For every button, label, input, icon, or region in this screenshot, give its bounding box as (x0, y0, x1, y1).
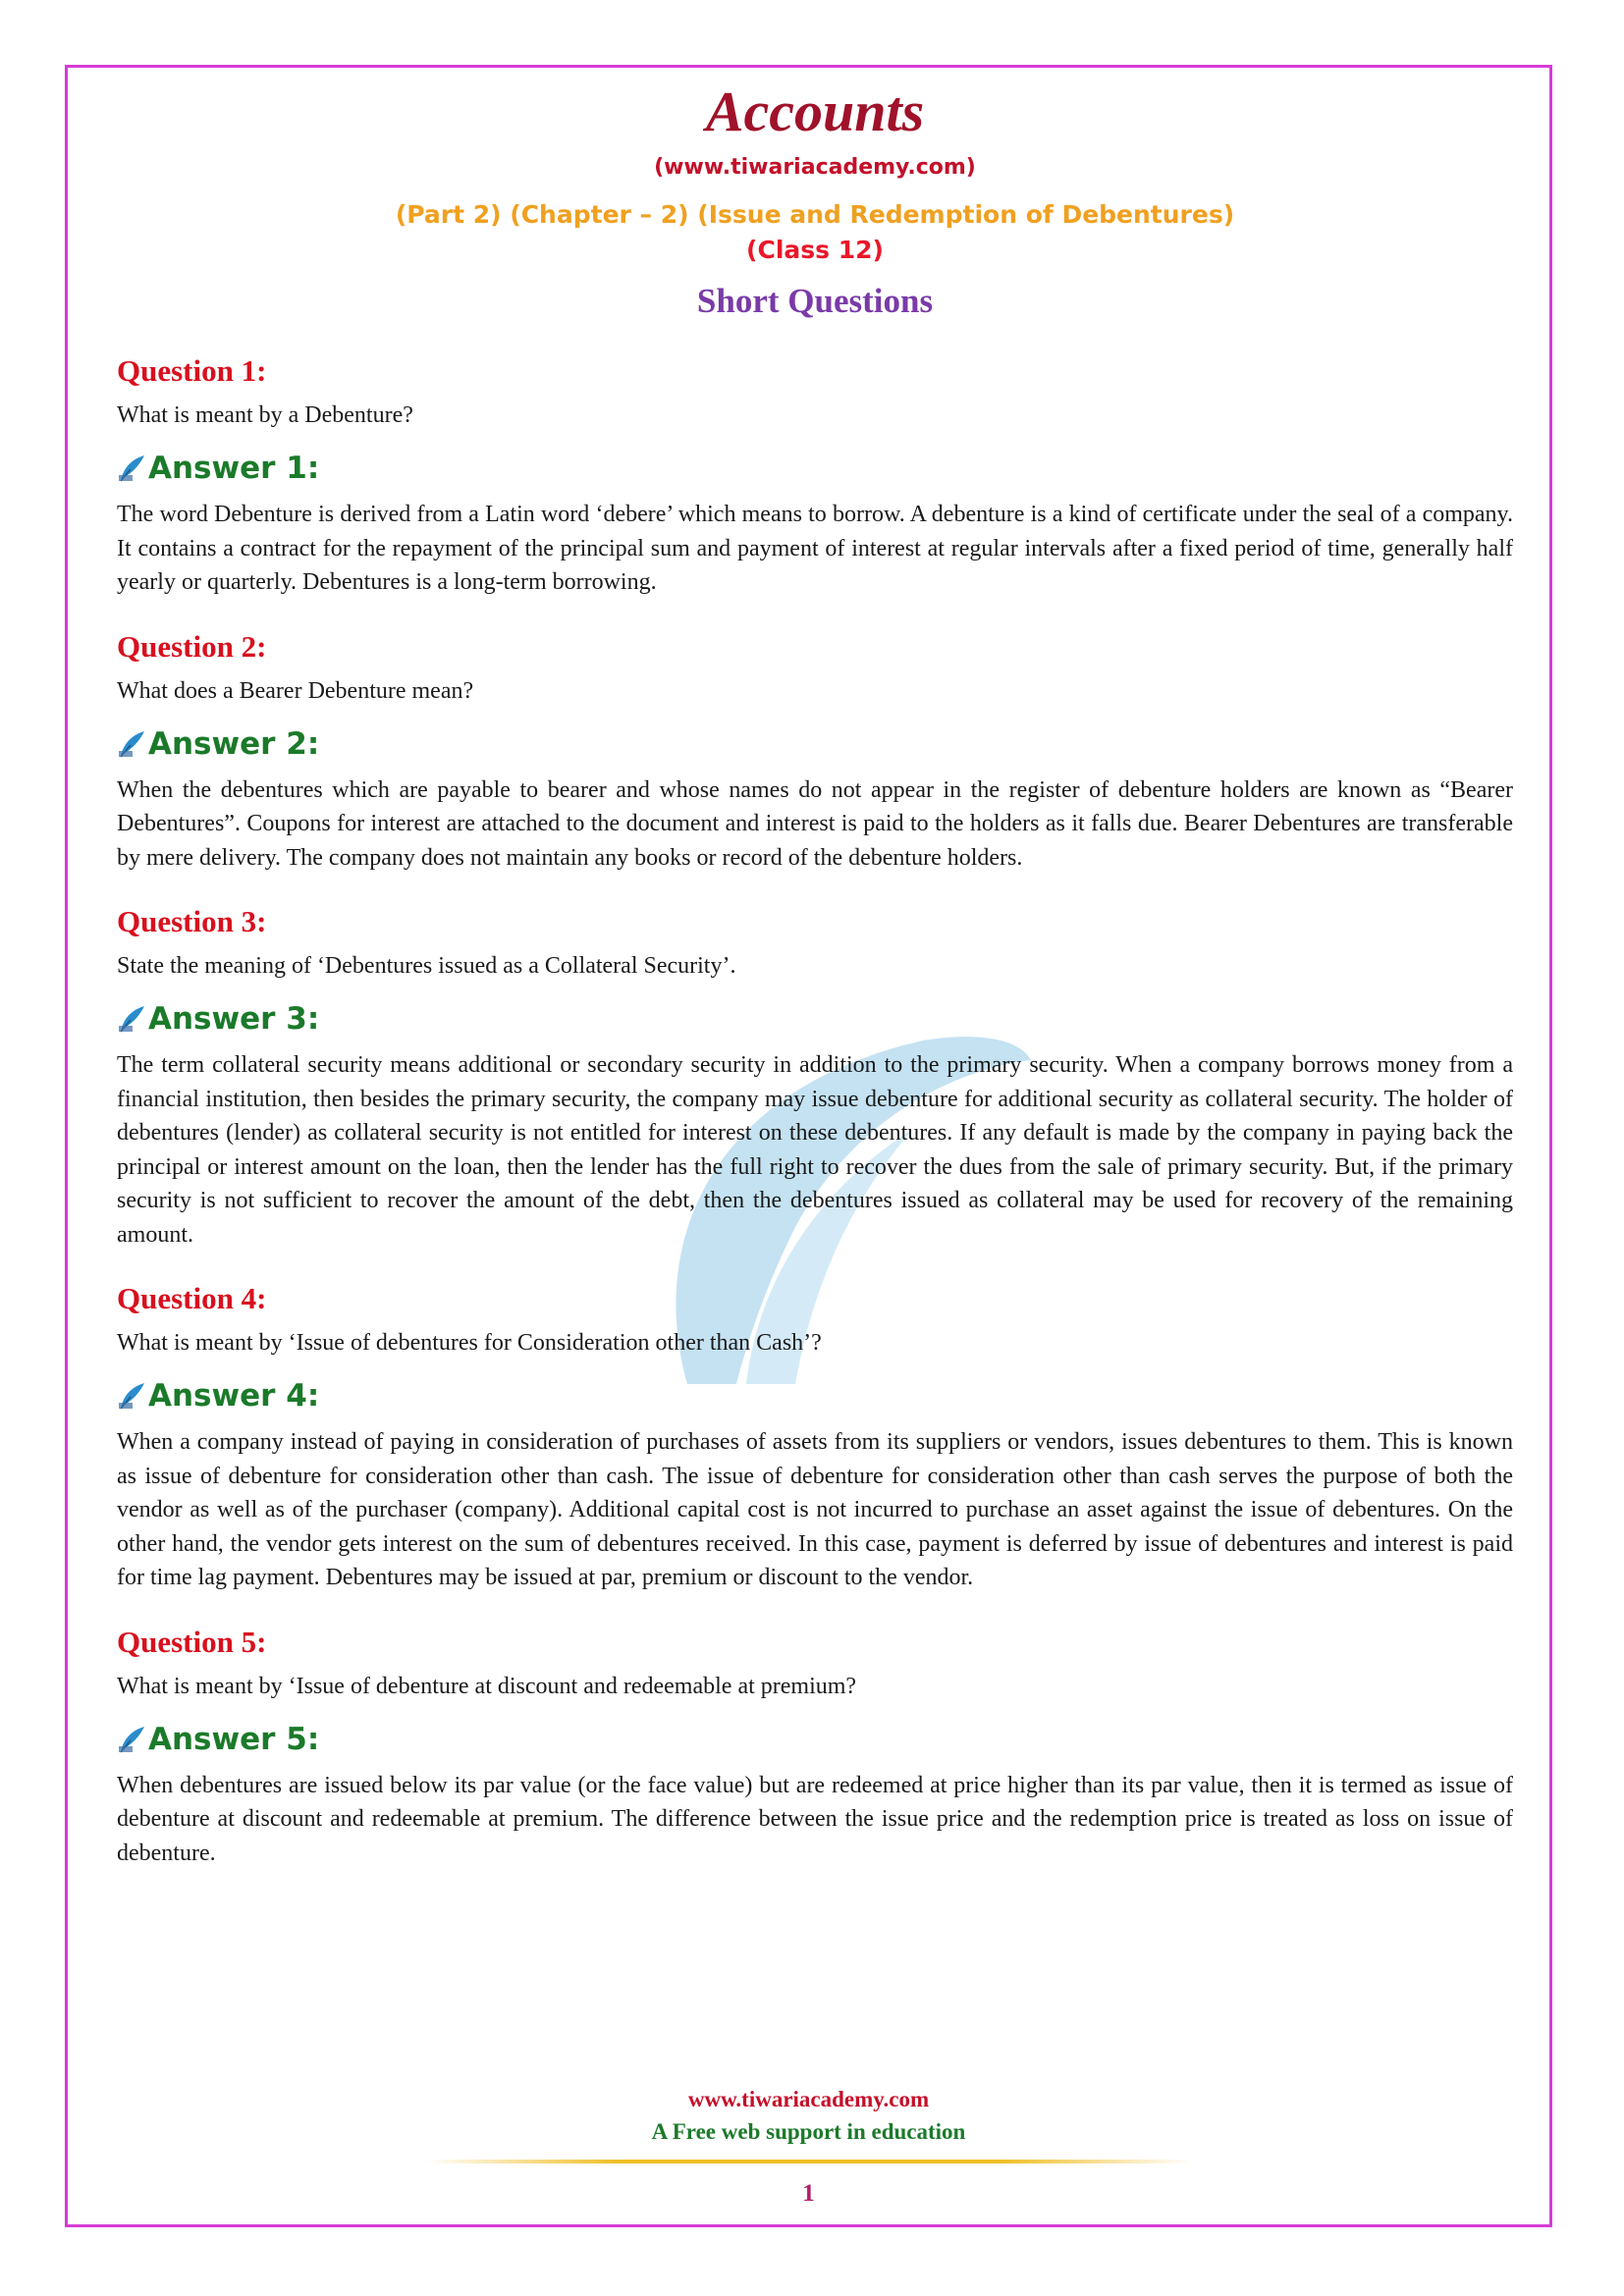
qa-list (117, 351, 1513, 1870)
answer-heading (117, 1374, 1513, 1417)
question-heading: Question 2: (117, 628, 267, 664)
question-heading: Question 3: (117, 904, 267, 938)
header-url: (www.tiwariacademy.com) (654, 155, 976, 180)
answer-label: Answer 4: (148, 1378, 320, 1414)
answer-label: Answer 3: (148, 1001, 320, 1037)
document-header (117, 77, 1513, 324)
section-title: Short Questions (696, 282, 934, 320)
chapter-line: (Part 2) (Chapter – 2) (Issue and Redemption of Debentures) (395, 200, 1235, 229)
page-number: 1 (802, 2180, 815, 2207)
answer-label: Answer 5: (148, 1721, 320, 1757)
question-text: What is meant by a Debenture? (117, 402, 413, 428)
question-text: What is meant by ‘Issue of debentures for Consideration other than Cash’? (117, 1330, 822, 1356)
answer-heading (117, 1718, 1513, 1761)
tiwari-quill-icon (117, 1725, 146, 1754)
qa-item-4 (117, 1279, 1513, 1595)
answer-text: When the debentures which are payable to bearer and whose names do not appear in the register of debenture holders are known as “Bearer Debentures”. Coupons for interest are attached to the document and interest is paid to the holders as it falls due. Bearer Debentures are transferable by mere delivery. The company does not maintain any books or record of the debenture holders. (117, 776, 1513, 871)
answer-heading (117, 447, 1513, 490)
question-heading: Question 5: (117, 1624, 267, 1659)
answer-label: Answer 2: (148, 725, 320, 762)
page-title: Accounts (705, 80, 925, 143)
answer-label: Answer 1: (148, 451, 320, 486)
qa-item-1 (117, 351, 1513, 600)
page-footer (65, 2085, 1552, 2211)
answer-text: The term collateral security means additional or secondary security in addition to the primary security. When a company borrows money from a financial institution, then besides the primary security, the company may issue debenture for additional security as collateral security. The holder of debentures (lender) as collateral security is not entitled for interest on these debentures. If any default is made by the company in paying back the principal or interest amount on the loan, then the lender has the full right to recover the dues from the sale of primary security. But, if the primary security is not sufficient to recover the amount of the debt, then the debentures issued as collateral may be used for recovery of the remaining amount. (117, 1052, 1513, 1248)
answer-text: When a company instead of paying in consideration of purchases of assets from its suppliers or vendors, issues debentures to them. This is known as issue of debenture for consideration other than cash. The issue of debenture for consideration other than cash serves the purpose of both the vendor as well as of the purchaser (company). Additional capital cost is not incurred to purchase an asset against the issue of debentures. On the other hand, the vendor gets interest on the sum of debentures received. In this case, payment is deferred by issue of debentures and interest is paid for time lag payment. Debentures may be issued at par, premium or discount to the vendor. (117, 1429, 1513, 1590)
answer-heading (117, 997, 1513, 1041)
question-text: State the meaning of ‘Debentures issued as a Collateral Security’. (117, 953, 736, 979)
tiwari-quill-icon (117, 1381, 146, 1411)
qa-item-3 (117, 902, 1513, 1252)
tiwari-quill-icon (117, 729, 146, 759)
question-text: What does a Bearer Debenture mean? (117, 677, 474, 704)
question-text: What is meant by ‘Issue of debenture at discount and redeemable at premium? (117, 1673, 857, 1699)
footer-tagline: A Free web support in education (651, 2119, 966, 2144)
question-heading: Question 4: (117, 1281, 267, 1315)
document-content (117, 77, 1513, 1897)
answer-heading (117, 722, 1513, 766)
footer-url-link[interactable]: www.tiwariacademy.com (687, 2087, 930, 2111)
class-line: (Class 12) (746, 236, 884, 264)
qa-item-2 (117, 627, 1513, 876)
answer-text: When debentures are issued below its par value (or the face value) but are redeemed at price higher than its par value, then it is termed as issue of debenture at discount and redeemable at premium. The difference between the issue price and the redemption price is treated as loss on issue of debenture. (117, 1772, 1513, 1866)
tiwari-quill-icon (117, 1004, 146, 1034)
answer-text: The word Debenture is derived from a Latin word ‘debere’ which means to borrow. A debenture is a kind of certificate under the seal of a company. It contains a contract for the repayment of the principal sum and payment of interest at regular intervals after a fixed period of time, generally half yearly or quarterly. Debentures is a long-term borrowing. (117, 502, 1513, 595)
footer-divider (426, 2160, 1192, 2163)
qa-item-5 (117, 1623, 1513, 1871)
tiwari-quill-icon (117, 454, 146, 483)
question-heading: Question 1: (117, 353, 267, 388)
